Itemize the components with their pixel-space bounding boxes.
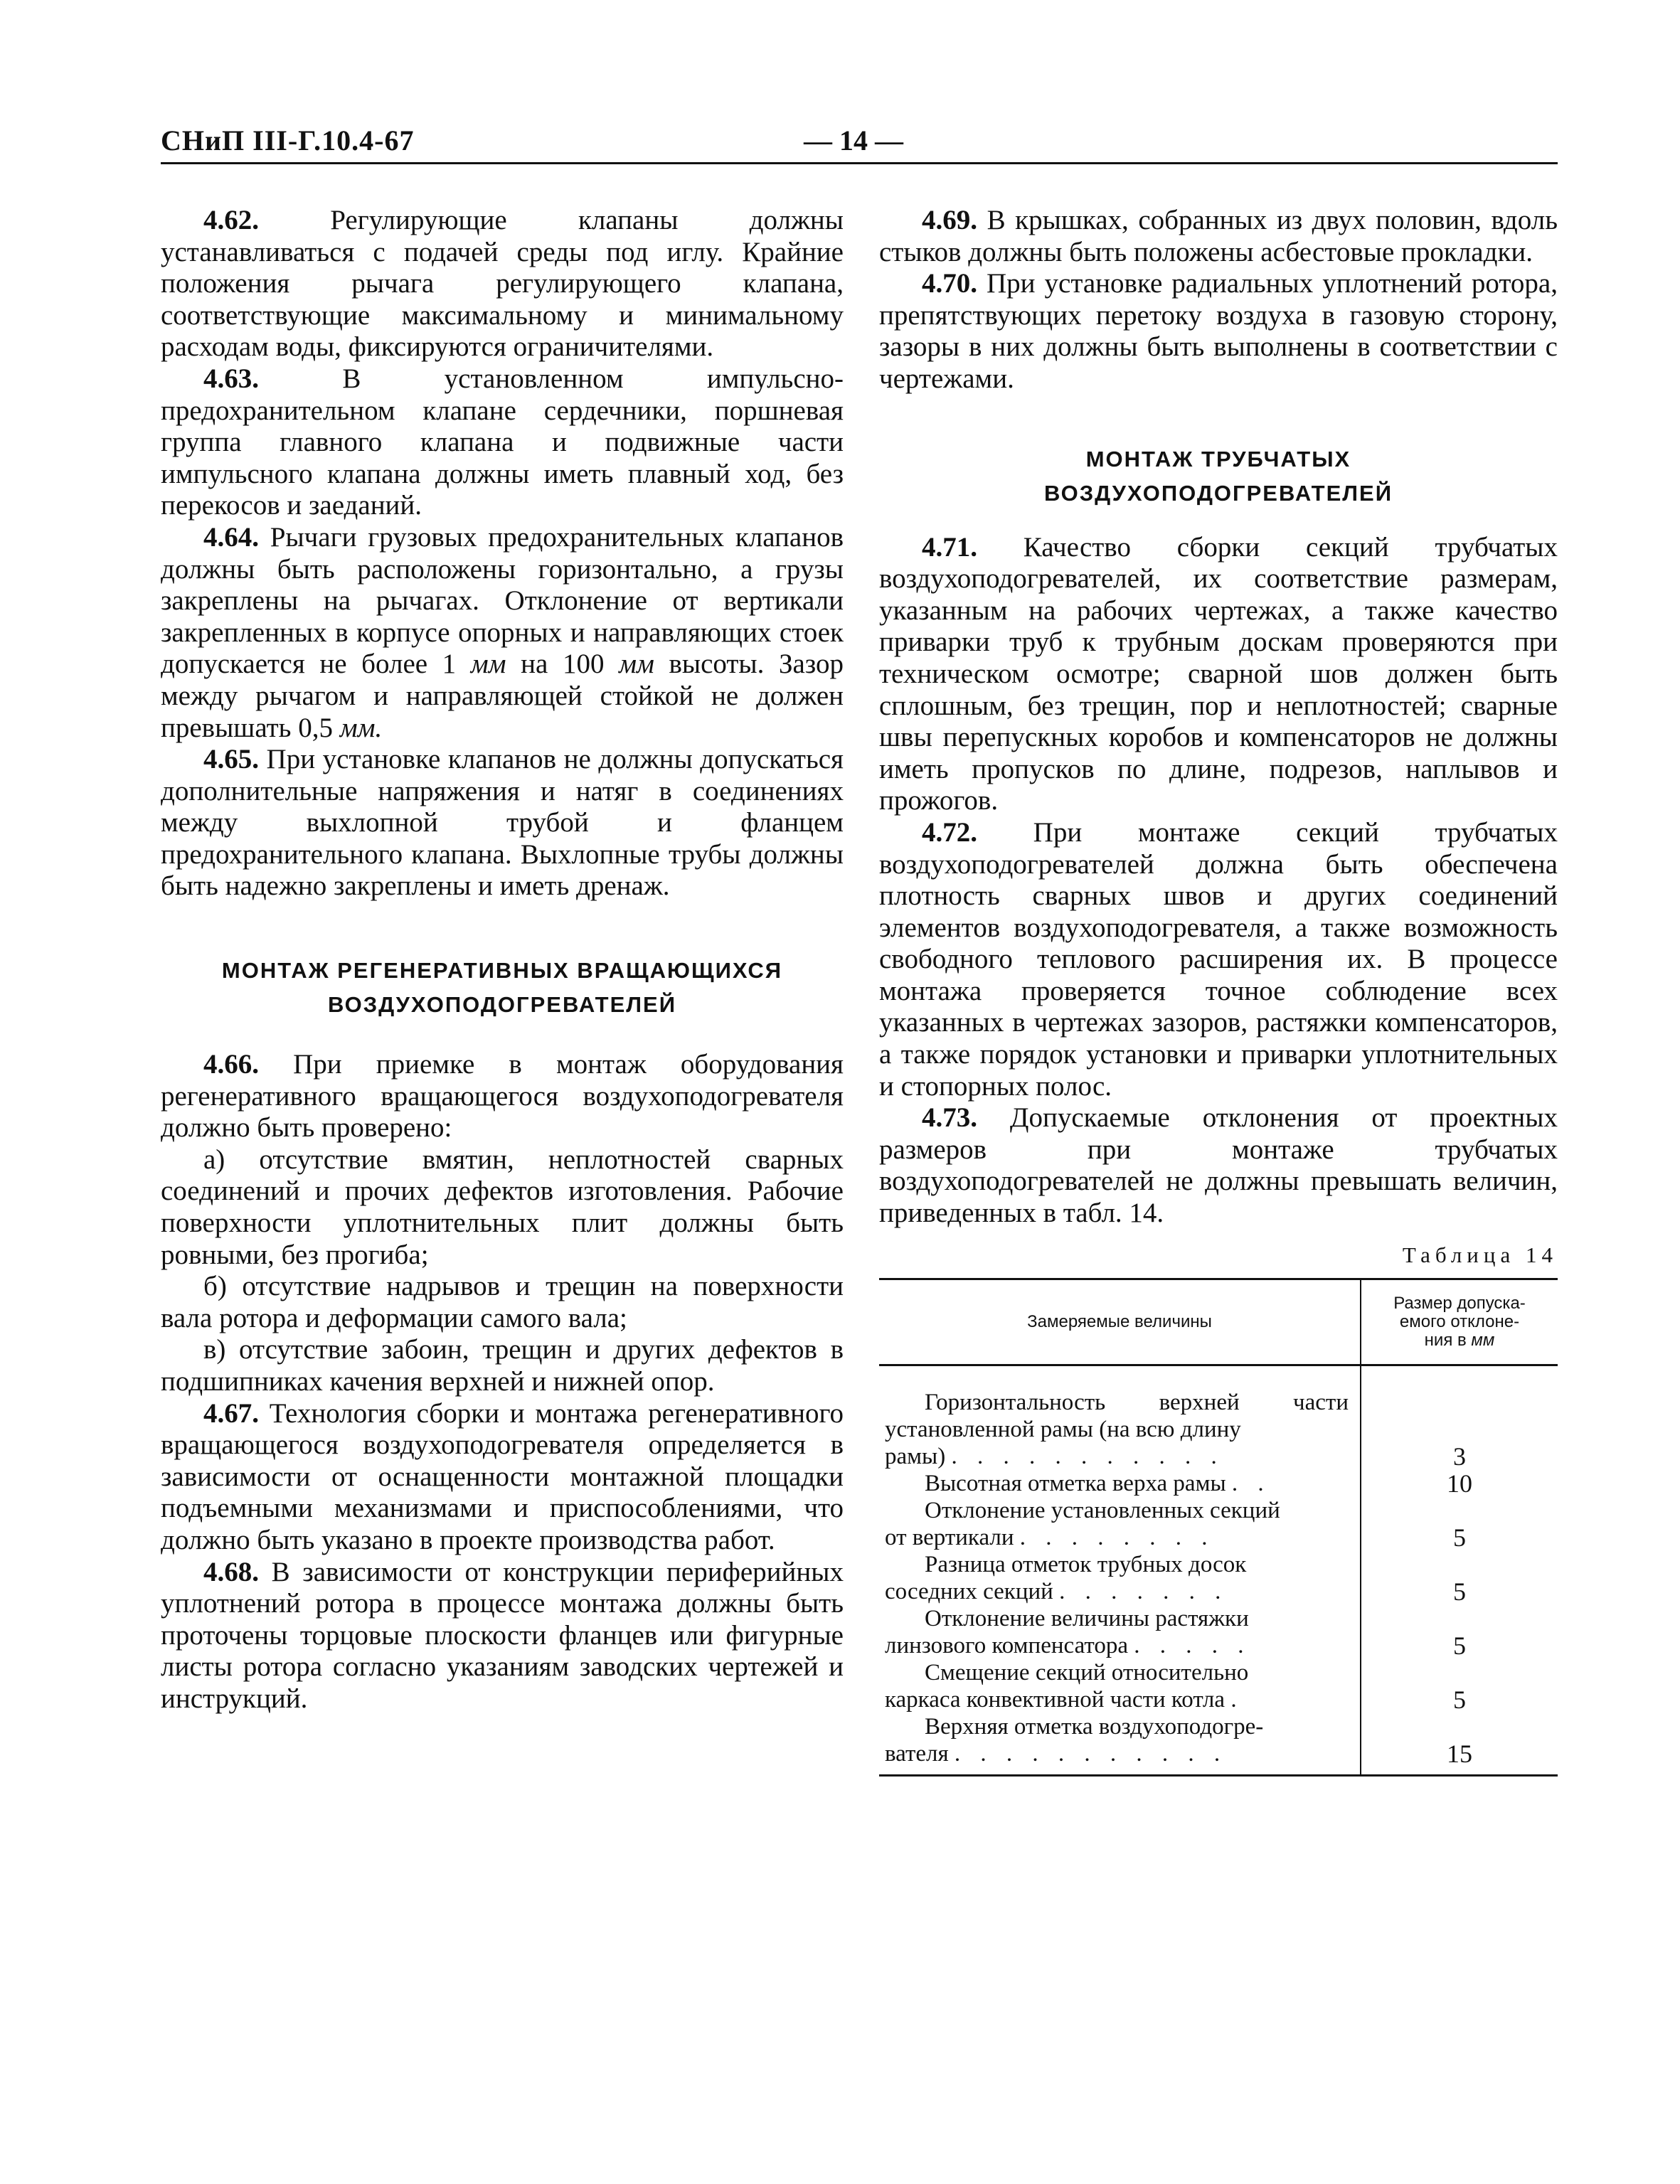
table-row xyxy=(879,1713,1558,1776)
paragraph-number: 4.70. xyxy=(922,268,977,299)
paragraph-text: Качество сборки секций трубчатых воздухоподогревателей, их соответствие размерам, указанным на рабочих чертежах, а также качество приварки труб к трубным доскам проверяются при техническом осмотре; сварной шов должен быть сплошным, без трещин, пор и неплотностей; сварные швы перепускных коробов и компенсаторов не должны иметь пропусков по длине, подрезов, наплывов и прожогов. xyxy=(879,531,1558,816)
paragraph-text: При установке клапанов не должны допускаться дополнительные напряжения и натяг в соединениях между выхлопной трубой и фланцем предохранительного клапана. Выхлопные трубы должны быть надежно закреплены и иметь дренаж. xyxy=(161,744,844,902)
paragraph-text: В крышках, собранных из двух половин, вдоль стыков должны быть положены асбестовые прокладки. xyxy=(879,205,1558,267)
paragraph-4-65 xyxy=(161,744,844,902)
table-cell-value: 5 xyxy=(1453,1577,1466,1607)
paragraph-4-70 xyxy=(879,268,1558,395)
paragraph-text: Рычаги грузовых предохранительных клапанов должны быть расположены горизонтально, а грузы закреплены на рычагах. Отклонение от вертикали закрепленных в корпусе опорных и направляющих стоек допускается не более 1 xyxy=(161,521,844,680)
table-cell-quantity: Высотная отметка верха рамы . . xyxy=(879,1470,1361,1497)
table-caption: Таблица 14 xyxy=(1402,1242,1558,1267)
paragraph-text: В установленном импульсно-предохранительном клапане сердечники, поршневая группа главного клапана и подвижные части импульсного клапана должны иметь плавный ход, без перекосов и заеданий. xyxy=(161,363,844,521)
document-code: СНиП III-Г.10.4-67 xyxy=(161,124,415,156)
paragraph-text: высоты. Зазор между рычагом и направляющей стойкой не должен превышать 0,5 xyxy=(161,649,844,743)
paragraph-4-66 xyxy=(161,1049,844,1144)
paragraph-4-62 xyxy=(161,205,844,363)
paragraph-number: 4.68. xyxy=(203,1556,259,1587)
paragraph-number: 4.64. xyxy=(203,521,259,553)
tolerance-table xyxy=(879,1278,1558,1777)
paragraph-text: на 100 xyxy=(506,649,620,680)
table-row xyxy=(879,1497,1558,1551)
table-row xyxy=(879,1389,1558,1470)
table-row xyxy=(879,1659,1558,1713)
heading-line: МОНТАЖ РЕГЕНЕРАТИВНЫХ ВРАЩАЮЩИХСЯ xyxy=(221,958,783,984)
list-item-a: а) отсутствие вмятин, неплотностей сварных соединений и прочих дефектов изготовления. Рабочие поверхности уплотнительных плит должны быть ровными, без прогиба; xyxy=(161,1144,844,1270)
table-row xyxy=(879,1470,1558,1497)
table-cell-quantity: Горизонтальность верхней части установленной рамы (на всю длину рамы) . . . . . . . . . . . xyxy=(879,1389,1361,1470)
page-number: — 14 — xyxy=(804,124,903,156)
table-cell-value: 5 xyxy=(1453,1631,1466,1661)
list-item-c: в) отсутствие забоин, трещин и других дефектов в подшипниках качения верхней и нижней опор. xyxy=(161,1334,844,1397)
table-cell-quantity: Верхняя отметка воздухоподогре- вателя . . . . . . . . . . . xyxy=(879,1713,1361,1776)
paragraph-text: При монтаже секций трубчатых воздухоподогревателей должна быть обеспечена плотность сварных швов и других соединений элементов воздухоподогревателя, а также возможность свободного теплового расширения их. В процессе монтажа проверяется точное соблюдение всех указанных в чертежах зазоров, растяжки компенсаторов, а также порядок установки и приварки уплотнительных и стопорных полос. xyxy=(879,816,1558,1102)
unit-mm: мм xyxy=(619,649,654,680)
paragraph-text: При установке радиальных уплотнений ротора, препятствующих перетоку воздуха в газовую сторону, зазоры в них должны быть выполнены в соответствии с чертежами. xyxy=(879,268,1558,394)
table-cell-value: 5 xyxy=(1453,1523,1466,1552)
section-heading-tubular xyxy=(879,442,1558,511)
section-heading-regenerative xyxy=(161,954,844,1022)
paragraph-text: Технология сборки и монтажа регенеративного вращающегося воздухоподогревателя определяется в зависимости от оснащенности монтажной площадки подъемными механизмами и приспособлениями, что должно быть указано в проекте производства работ. xyxy=(161,1397,844,1555)
table-cell-quantity: Отклонение установленных секций от вертикали . . . . . . . . xyxy=(879,1497,1361,1551)
paragraph-text: Допускаемые отклонения от проектных размеров при монтаже трубчатых воздухоподогревателей не должны превышать величин, приведенных в табл. 14. xyxy=(879,1102,1558,1229)
right-column xyxy=(879,205,1558,1777)
table-row xyxy=(879,1551,1558,1605)
table-cell-value: 10 xyxy=(1447,1469,1472,1498)
paragraph-number: 4.66. xyxy=(203,1049,259,1080)
paragraph-4-68 xyxy=(161,1557,844,1715)
unit-mm: мм. xyxy=(339,712,383,743)
paragraph-number: 4.62. xyxy=(203,205,259,235)
table-cell-quantity: Отклонение величины растяжки линзового компенсатора . . . . . xyxy=(879,1605,1361,1659)
left-column xyxy=(161,205,844,1715)
paragraph-4-72 xyxy=(879,817,1558,1102)
table-cell-value: 3 xyxy=(1453,1442,1466,1471)
paragraph-4-64 xyxy=(161,522,844,744)
paragraph-number: 4.69. xyxy=(922,205,977,235)
table-cell-quantity: Смещение секций относительно каркаса конвективной части котла . xyxy=(879,1659,1361,1713)
paragraph-number: 4.63. xyxy=(203,363,259,394)
paragraph-number: 4.65. xyxy=(203,744,259,775)
paragraph-text: При приемке в монтаж оборудования регенеративного вращающегося воздухоподогревателя должно быть проверено: xyxy=(161,1049,844,1144)
column-header-quantity: Замеряемые величины xyxy=(879,1279,1361,1365)
paragraph-number: 4.67. xyxy=(203,1397,259,1429)
table-row xyxy=(879,1605,1558,1659)
table-cell-value: 15 xyxy=(1361,1713,1558,1776)
paragraph-4-67 xyxy=(161,1398,844,1557)
paragraph-4-69 xyxy=(879,205,1558,268)
table-header-row xyxy=(879,1279,1558,1365)
paragraph-4-73 xyxy=(879,1102,1558,1229)
list-item-b: б) отсутствие надрывов и трещин на поверхности вала ротора и деформации самого вала; xyxy=(161,1271,844,1333)
paragraph-number: 4.71. xyxy=(922,531,977,563)
heading-line: ВОЗДУХОПОДОГРЕВАТЕЛЕЙ xyxy=(327,992,676,1018)
paragraph-4-71 xyxy=(879,532,1558,817)
table-spacer xyxy=(879,1365,1558,1390)
table-cell-value: 5 xyxy=(1453,1685,1466,1715)
paragraph-number: 4.72. xyxy=(922,816,977,848)
header-rule xyxy=(161,162,1558,164)
table-cell-quantity: Разница отметок трубных досок соседних секций . . . . . . . xyxy=(879,1551,1361,1605)
heading-line: ВОЗДУХОПОДОГРЕВАТЕЛЕЙ xyxy=(1043,480,1393,506)
paragraph-number: 4.73. xyxy=(922,1102,977,1134)
paragraph-text: Регулирующие клапаны должны устанавливаться с подачей среды под иглу. Крайние положения рычага регулирующего клапана, соответствующие максимальному и минимальному расходам воды, фиксируются ограничителями. xyxy=(161,205,844,363)
column-header-size: Размер допуска- емого отклоне- ния в мм xyxy=(1361,1279,1558,1365)
heading-line: МОНТАЖ ТРУБЧАТЫХ xyxy=(1085,446,1351,472)
unit-mm: мм xyxy=(470,649,506,680)
paragraph-4-63 xyxy=(161,363,844,522)
paragraph-text: В зависимости от конструкции периферийных уплотнений ротора в процессе монтажа должны быть проточены торцовые плоскости фланцев или фигурные листы ротора согласно указаниям заводских чертежей и инструкций. xyxy=(161,1556,844,1714)
